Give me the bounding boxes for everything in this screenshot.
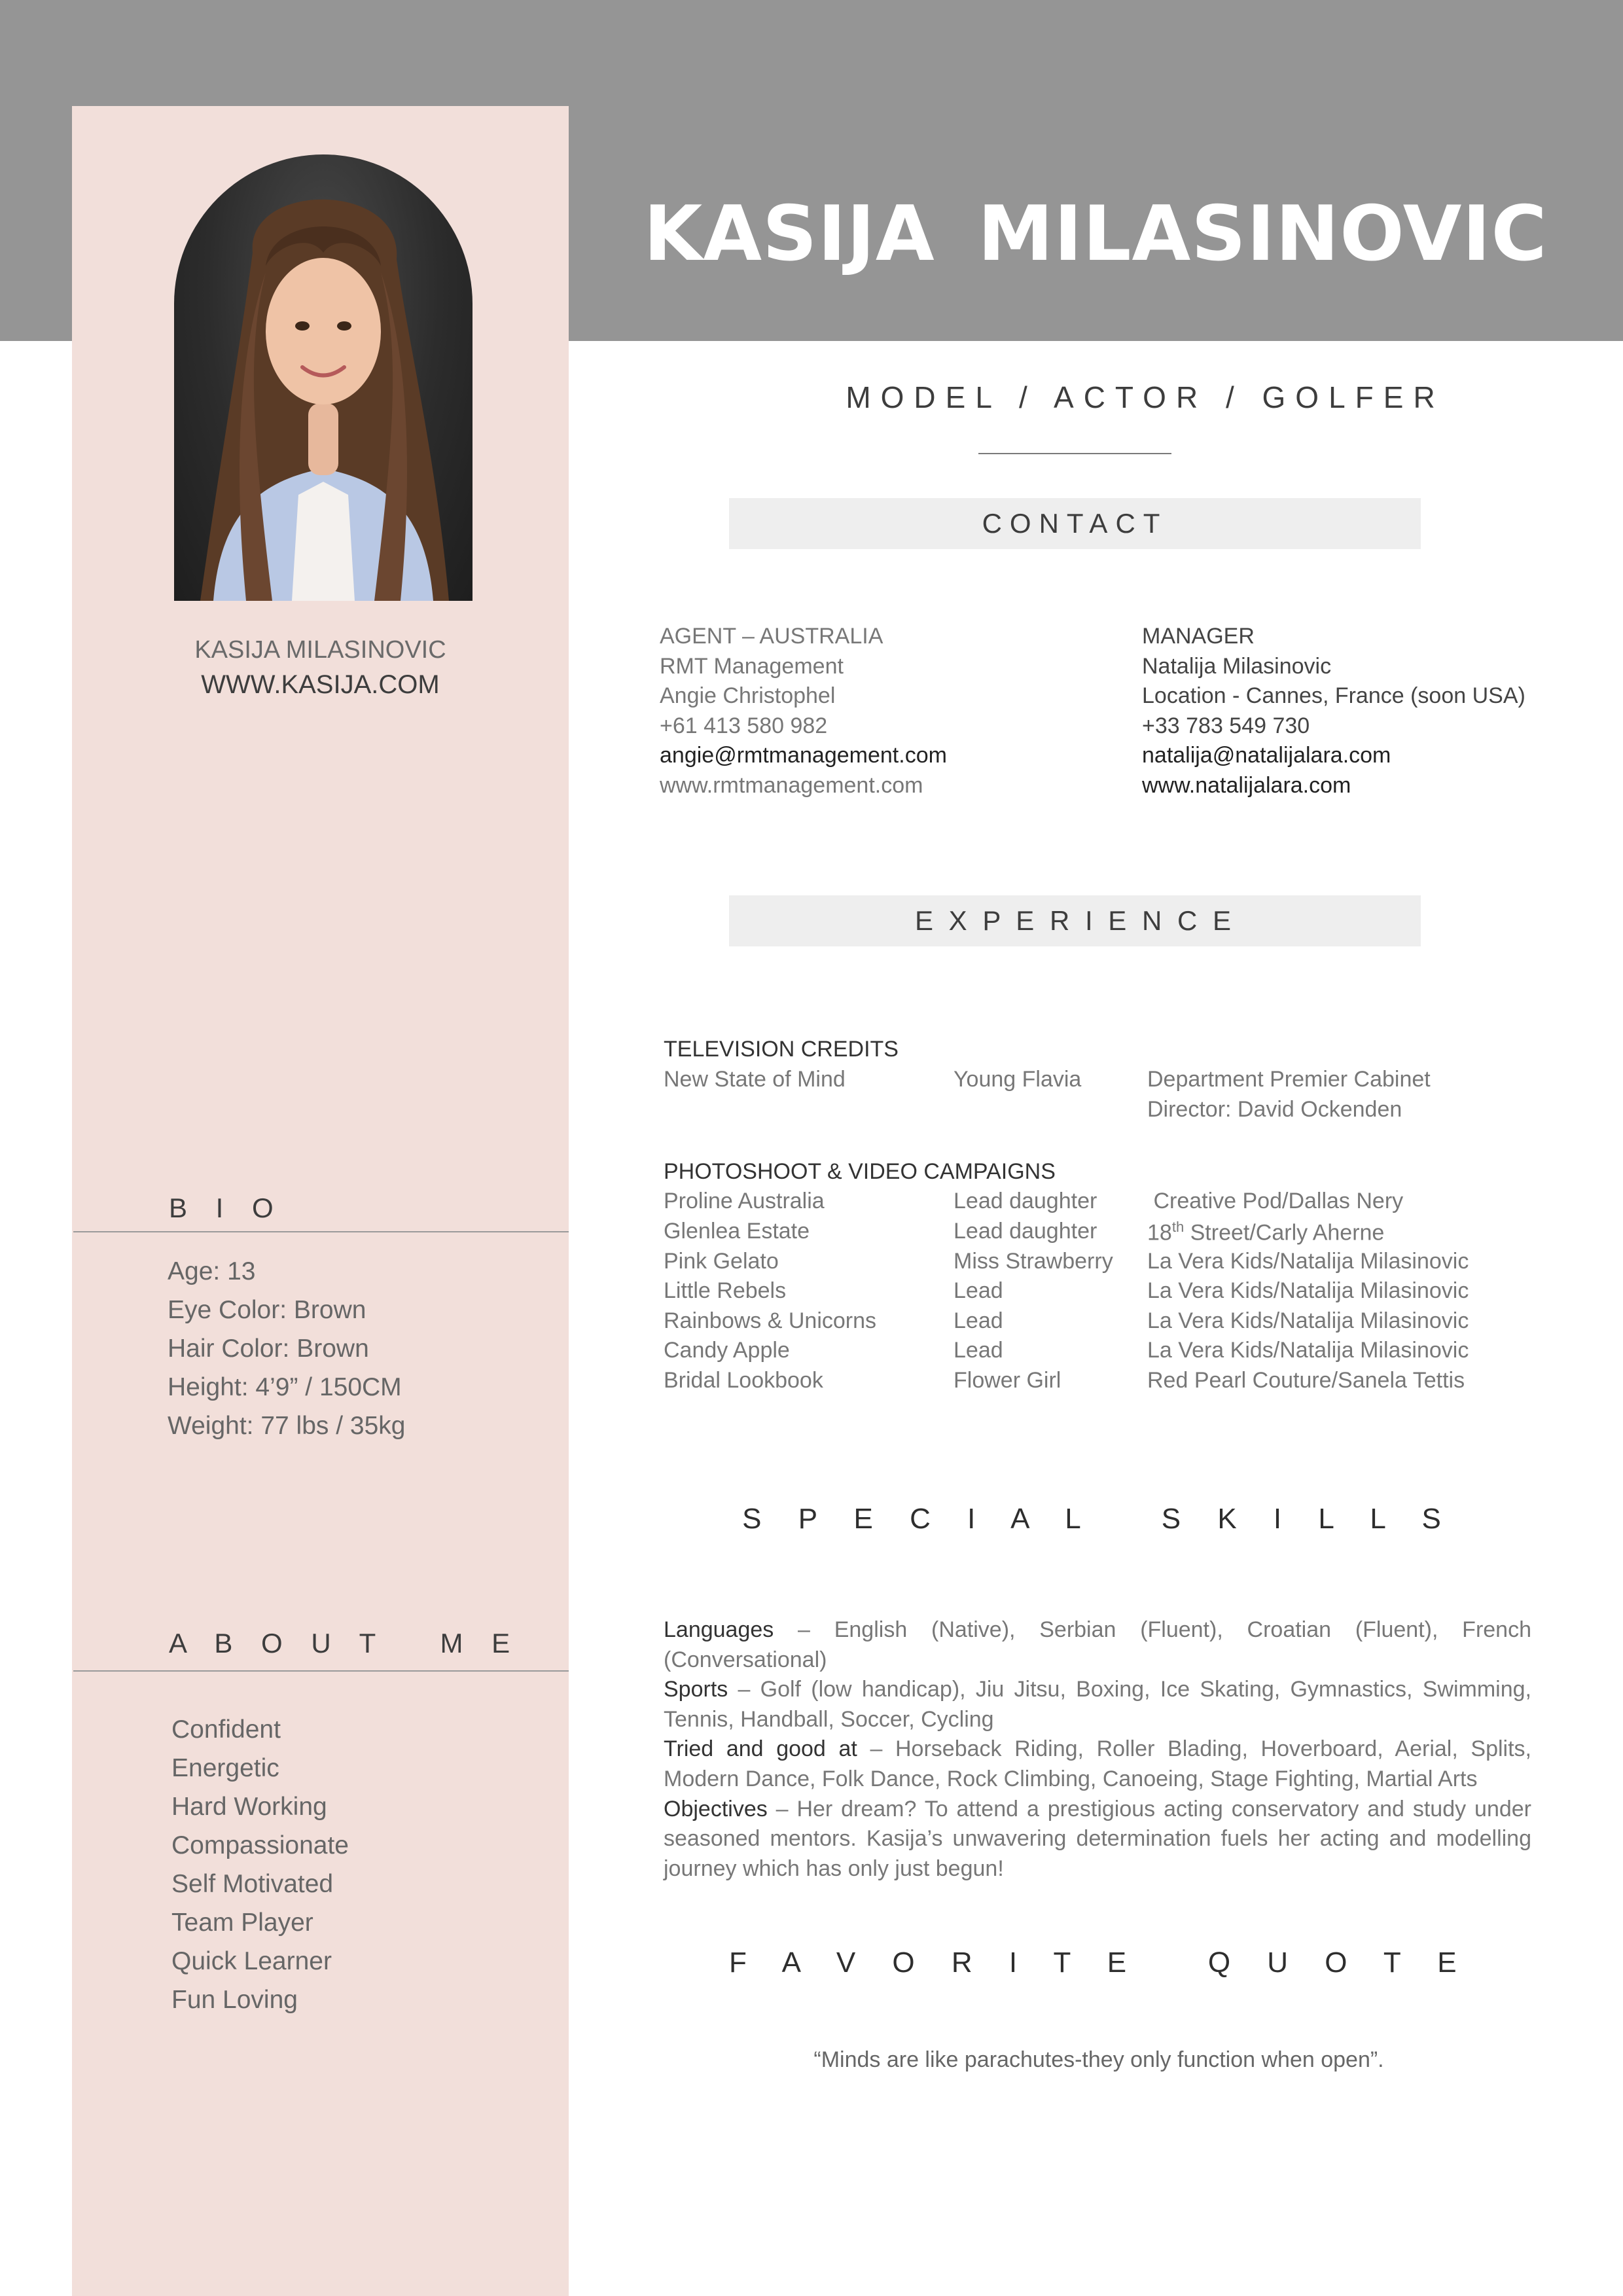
manager-phone: +33 783 549 730: [1142, 713, 1310, 738]
about-item: Self Motivated: [171, 1870, 334, 1898]
quote-heading: F A V O R I T E Q U O T E: [729, 1946, 1471, 1979]
bio-height: Height: 4’9” / 150CM: [168, 1373, 402, 1401]
skill-tried: [664, 1734, 1531, 1794]
table-row: [664, 1368, 1580, 1398]
about-item: Compassionate: [171, 1831, 349, 1859]
about-item: Hard Working: [171, 1793, 327, 1821]
agent-title: AGENT – AUSTRALIA: [660, 624, 883, 649]
about-item: Fun Loving: [171, 1986, 298, 2014]
skill-text: – Her dream? To attend a prestigious acting conservatory and study under seasoned mentors. Kasija’s unwavering determination fuels her acting and modelling journey which has only just begun!: [664, 1796, 1531, 1881]
credit-role: Flower Girl: [954, 1368, 1061, 1393]
table-row: [664, 1308, 1580, 1338]
bio-age: Age: 13: [168, 1257, 256, 1285]
credit-company: La Vera Kids/Natalija Milasinovic: [1147, 1278, 1469, 1303]
credit-company-ordinal: th: [1171, 1219, 1185, 1235]
manager-title: MANAGER: [1142, 624, 1255, 649]
experience-heading: E X P E R I E N C E: [729, 895, 1421, 946]
credit-title: Pink Gelato: [664, 1249, 779, 1274]
bio-list: [168, 1252, 406, 1445]
contact-heading: CONTACT: [729, 498, 1421, 549]
credit-role: Lead daughter: [954, 1219, 1097, 1244]
campaigns-heading: PHOTOSHOOT & VIDEO CAMPAIGNS: [664, 1159, 1056, 1184]
credit-role: Lead daughter: [954, 1189, 1097, 1213]
table-row: [664, 1097, 1580, 1127]
about-divider: [73, 1670, 569, 1672]
agent-website[interactable]: www.rmtmanagement.com: [660, 772, 923, 798]
credit-title: Candy Apple: [664, 1338, 790, 1363]
credit-company: Creative Pod/Dallas Nery: [1147, 1189, 1404, 1213]
table-row: [664, 1278, 1580, 1308]
agent-company: RMT Management: [660, 653, 844, 679]
manager-website[interactable]: www.natalijalara.com: [1142, 772, 1351, 798]
skill-text: – English (Native), Serbian (Fluent), Croatian (Fluent), French (Conversational): [664, 1617, 1531, 1672]
manager-contact: [1142, 622, 1525, 801]
about-item: Team Player: [171, 1909, 313, 1937]
sidebar-name: KASIJA MILASINOVIC: [194, 636, 446, 664]
table-row: [664, 1338, 1580, 1368]
tagline: MODEL / ACTOR / GOLFER: [846, 380, 1445, 414]
credit-role: Lead: [954, 1278, 1003, 1303]
skills-body: [664, 1615, 1531, 1884]
table-row: [664, 1249, 1580, 1279]
about-item: Quick Learner: [171, 1947, 332, 1975]
skill-sports: [664, 1675, 1531, 1734]
agent-phone: +61 413 580 982: [660, 713, 828, 738]
skill-languages: [664, 1615, 1531, 1675]
credit-company: [1147, 1219, 1384, 1246]
credit-role: Young Flavia: [954, 1067, 1082, 1092]
skill-label: Tried and good at: [664, 1736, 857, 1762]
agent-person: Angie Christophel: [660, 683, 836, 709]
about-item: Energetic: [171, 1754, 279, 1782]
credit-role: Miss Strawberry: [954, 1249, 1113, 1274]
credit-role: Lead: [954, 1338, 1003, 1363]
credit-company-rest: Street/Carly Aherne: [1184, 1220, 1385, 1246]
skills-heading: S P E C I A L S K I L L S: [742, 1503, 1455, 1535]
credit-company: Director: David Ockenden: [1147, 1097, 1402, 1122]
agent-email[interactable]: angie@rmtmanagement.com: [660, 743, 947, 768]
credit-title: Proline Australia: [664, 1189, 825, 1213]
credit-title: Rainbows & Unicorns: [664, 1308, 877, 1333]
bio-hair-color: Hair Color: Brown: [168, 1335, 369, 1363]
credit-title: Glenlea Estate: [664, 1219, 810, 1244]
credit-role: Lead: [954, 1308, 1003, 1333]
bio-heading: B I O: [169, 1193, 284, 1223]
table-row: [664, 1219, 1580, 1249]
manager-person: Natalija Milasinovic: [1142, 653, 1332, 679]
table-row: [664, 1067, 1580, 1097]
credit-company: La Vera Kids/Natalija Milasinovic: [1147, 1338, 1469, 1363]
credit-title: Little Rebels: [664, 1278, 787, 1303]
bio-eye-color: Eye Color: Brown: [168, 1296, 366, 1324]
favorite-quote: “Minds are like parachutes-they only function when open”.: [813, 2047, 1384, 2072]
skill-text: – Horseback Riding, Roller Blading, Hoverboard, Aerial, Splits, Modern Dance, Folk Dance, Rock Climbing, Canoeing, Stage Fighting, Martial Arts: [664, 1736, 1531, 1791]
credit-title: New State of Mind: [664, 1067, 846, 1092]
manager-location: Location - Cannes, France (soon USA): [1142, 683, 1525, 709]
table-row: [664, 1189, 1580, 1219]
bio-divider: [73, 1231, 569, 1232]
bio-weight: Weight: 77 lbs / 35kg: [168, 1412, 406, 1440]
skill-label: Sports: [664, 1677, 728, 1702]
skill-objectives: [664, 1795, 1531, 1884]
portrait-illustration: [174, 154, 473, 601]
sidebar-website: WWW.KASIJA.COM: [201, 670, 440, 699]
tv-credits-heading: TELEVISION CREDITS: [664, 1037, 899, 1062]
tagline-divider: [978, 453, 1171, 454]
manager-email[interactable]: natalija@natalijalara.com: [1142, 743, 1391, 768]
about-heading: A B O U T M E: [169, 1628, 521, 1659]
skill-label: Languages: [664, 1617, 774, 1642]
credit-company: La Vera Kids/Natalija Milasinovic: [1147, 1249, 1469, 1274]
page-title: KASIJA MILASINOVIC: [643, 190, 1548, 278]
credit-title: Bridal Lookbook: [664, 1368, 823, 1393]
about-item: Confident: [171, 1715, 281, 1744]
skill-label: Objectives: [664, 1796, 768, 1821]
credit-company: La Vera Kids/Natalija Milasinovic: [1147, 1308, 1469, 1333]
credit-company-number: 18: [1147, 1220, 1172, 1246]
credit-company: Red Pearl Couture/Sanela Tettis: [1147, 1368, 1465, 1393]
credit-company: Department Premier Cabinet: [1147, 1067, 1431, 1092]
portrait-photo: [174, 154, 473, 601]
skill-text: – Golf (low handicap), Jiu Jitsu, Boxing, Ice Skating, Gymnastics, Swimming, Tennis, Handball, Soccer, Cycling: [664, 1677, 1531, 1732]
about-list: [171, 1710, 349, 2019]
agent-contact: [660, 622, 947, 801]
